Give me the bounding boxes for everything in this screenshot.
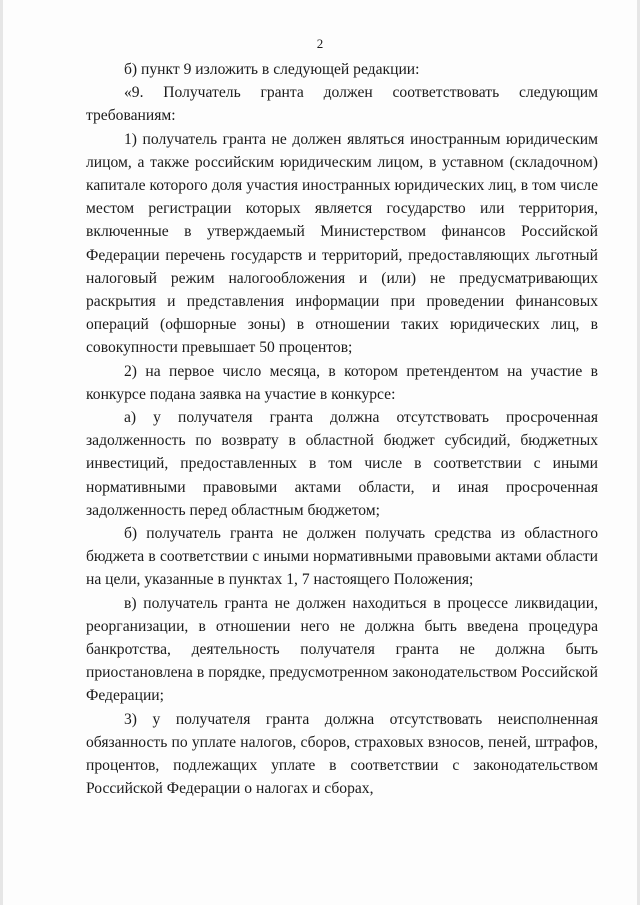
paragraph-requirement-2v: в) получатель гранта не должен находиться в процессе ликвидации, реорганизации, в отношении него не должна быть введена процедура банкротства, деятельность получателя гранта не должна быть приостановлена в порядке, предусмотренном законодательством Российской Федерации;	[86, 594, 598, 705]
paragraph-requirement-2b: б) получатель гранта не должен получать средства из областного бюджета в соответствии с иными нормативными правовыми актами области на цели, указанные в пунктах 1, 7 настоящего Положения;	[86, 525, 598, 589]
paragraph-requirement-1: 1) получатель гранта не должен являться иностранным юридическим лицом, а также российским юридическим лицом, в уставном (складочном) капитале которого доля участия иностранных юридических лиц, в том числе местом регистрации которых является государство или территория, включенные в утверждаемый Министерством финансов Российской Федерации перечень государств и территорий, предоставляющих льготный налоговый режим налогообложения и (или) не предусматривающих раскрытия и представления информации при проведении финансовых операций (офшорные зоны) в отношении таких юридических лиц, в совокупности превышает 50 процентов;	[86, 130, 598, 357]
paragraph-item-9: «9. Получатель гранта должен соответствовать следующим требованиям:	[86, 84, 598, 125]
paragraph-requirement-3: 3) у получателя гранта должна отсутствовать неисполненная обязанность по уплате налогов, сборов, страховых взносов, пеней, штрафов, процентов, подлежащих уплате в соответствии с законодательством Российской Федерации о налогах и сборах,	[86, 710, 598, 798]
document-body	[86, 58, 598, 801]
page-number: 2	[316, 36, 324, 51]
paragraph-requirement-2: 2) на первое число месяца, в котором претендентом на участие в конкурсе подана заявка на участие в конкурсе:	[86, 362, 598, 403]
paragraph-requirement-2a: а) у получателя гранта должна отсутствовать просроченная задолженность по возврату в областной бюджет субсидий, бюджетных инвестиций, предоставленных в том числе в соответствии с иными нормативными правовыми актами области, и иная просроченная задолженность перед областным бюджетом;	[86, 409, 598, 519]
paragraph-amendment-intro: б) пункт 9 изложить в следующей редакции:	[124, 61, 420, 78]
